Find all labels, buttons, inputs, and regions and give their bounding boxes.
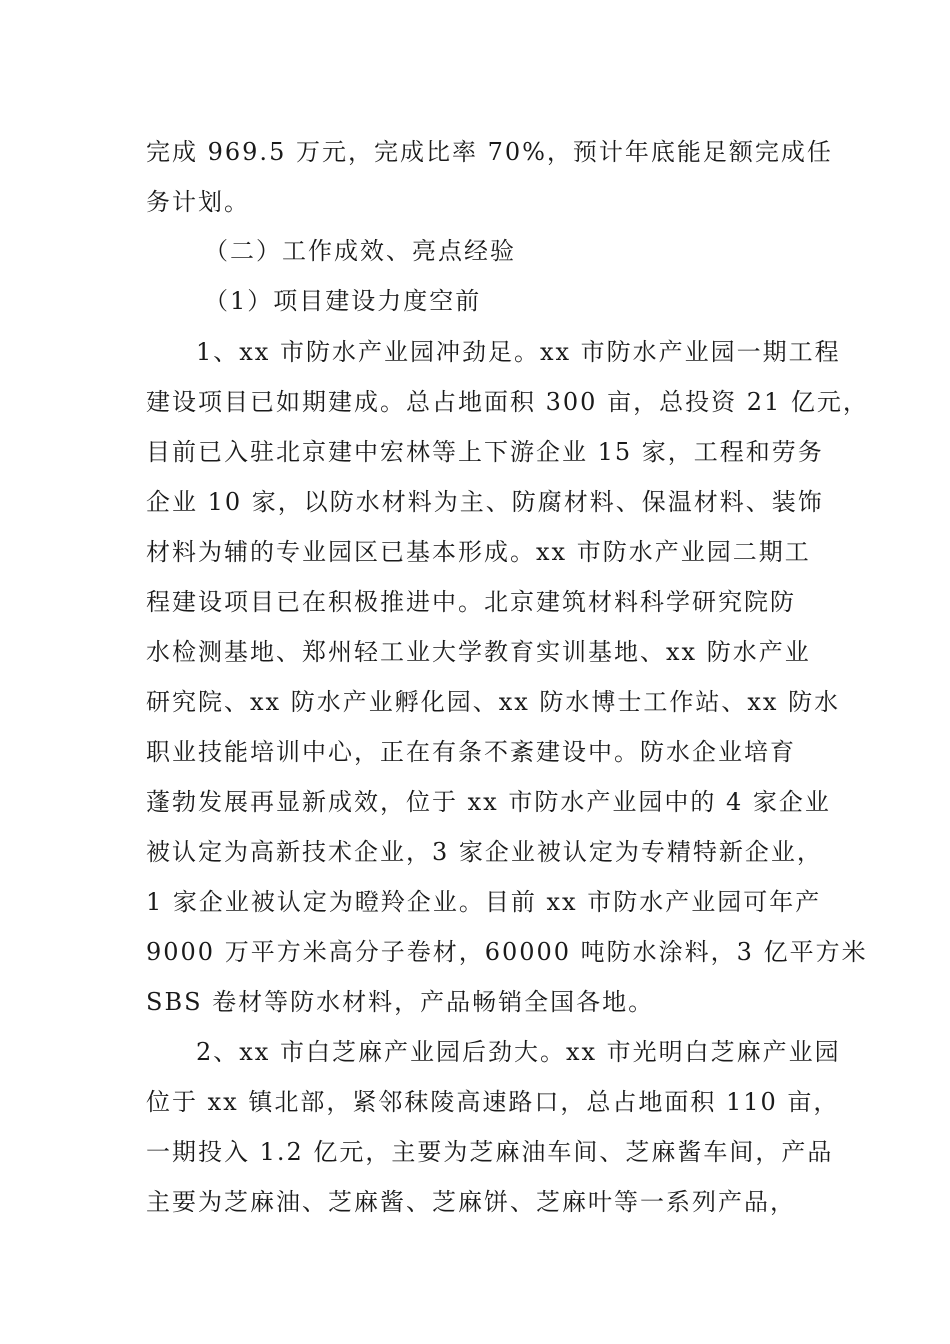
body-text-line: 水检测基地、郑州轻工业大学教育实训基地、xx 防水产业 (146, 638, 811, 666)
body-text-line: 研究院、xx 防水产业孵化园、xx 防水博士工作站、xx 防水 (146, 688, 841, 716)
body-text-line: 目前已入驻北京建中宏林等上下游企业 15 家，工程和劳务 (146, 438, 824, 466)
body-text-line: 蓬勃发展再显新成效，位于 xx 市防水产业园中的 4 家企业 (146, 788, 831, 816)
body-text-line: 务计划。 (146, 188, 250, 216)
body-text-line: 完成 969.5 万元，完成比率 70%，预计年底能足额完成任 (146, 138, 833, 166)
body-text-line: 建设项目已如期建成。总占地面积 300 亩，总投资 21 亿元， (146, 388, 869, 416)
body-text-line: 程建设项目已在积极推进中。北京建筑材料科学研究院防 (146, 588, 796, 616)
body-text-line: 职业技能培训中心，正在有条不紊建设中。防水企业培育 (146, 738, 796, 766)
body-text-line: 材料为辅的专业园区已基本形成。xx 市防水产业园二期工 (146, 538, 811, 566)
section-heading: （二）工作成效、亮点经验 (204, 237, 516, 265)
body-text-line: 9000 万平方米高分子卷材，60000 吨防水涂料，3 亿平方米 (146, 938, 868, 966)
body-text-line: 位于 xx 镇北部，紧邻秣陵高速路口，总占地面积 110 亩， (146, 1088, 840, 1116)
subsection-heading: （1）项目建设力度空前 (204, 287, 482, 315)
body-text-line: 被认定为高新技术企业，3 家企业被认定为专精特新企业， (146, 838, 823, 866)
body-text-line: 主要为芝麻油、芝麻酱、芝麻饼、芝麻叶等一系列产品， (146, 1188, 796, 1216)
body-text-line: 1 家企业被认定为瞪羚企业。目前 xx 市防水产业园可年产 (146, 888, 822, 916)
paragraph-first-line: 1、xx 市防水产业园冲劲足。xx 市防水产业园一期工程 (196, 338, 841, 366)
body-text-line: SBS 卷材等防水材料，产品畅销全国各地。 (146, 988, 655, 1016)
body-text-line: 企业 10 家，以防水材料为主、防腐材料、保温材料、装饰 (146, 488, 824, 516)
paragraph-first-line: 2、xx 市白芝麻产业园后劲大。xx 市光明白芝麻产业园 (196, 1038, 841, 1066)
body-text-line: 一期投入 1.2 亿元，主要为芝麻油车间、芝麻酱车间，产品 (146, 1138, 834, 1166)
